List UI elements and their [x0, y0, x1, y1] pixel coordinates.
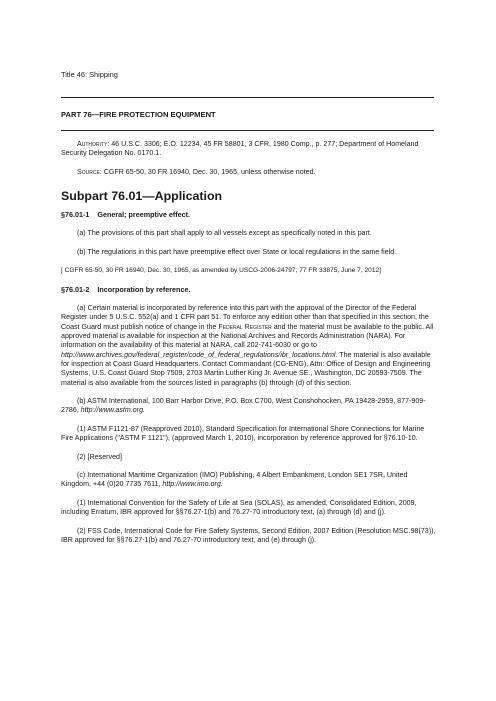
section-title: Incorporation by reference. — [97, 284, 191, 294]
text-segment: (a) Certain material is incorporated by reference into this part with the approval of the Director of the Federal Register under 5 U.S.C. 552(a) and 1 CFR part 51. To enforce any edition other than that specified in this section, the Coast Guard must publish notice of change in the — [61, 304, 429, 331]
section-heading-76-01-1 — [61, 210, 436, 219]
part-title: PART 76—FIRE PROTECTION EQUIPMENT — [61, 110, 216, 119]
paragraph-76-01-2-b-2: (2) [Reserved] — [77, 452, 122, 461]
section-number: §76.01-2 — [61, 284, 90, 294]
federal-register-name: Federal Register — [218, 322, 272, 331]
authority-text: : 46 U.S.C. 3306; E.O. 12234, 45 FR 58801, 3 CFR, 1980 Comp., p. 277; Department of Homeland Security Delegation No. 0170.1. — [61, 140, 419, 158]
text-segment: The material is also available for inspection at Coast Guard Headquarters. Contact Commandant (CG-ENG), Attn: Office of Design and Engineering Systems, U.S. Coast Guard Stop 7509, 2703 Martin Luther King Jr. Avenue SE., Washington, DC 20593-7509. The material is also available from the sources listed in paragraphs (b) through (d) of this section. — [61, 350, 431, 387]
paragraph-76-01-2-c — [61, 471, 436, 490]
text-segment: (b) ASTM International, 100 Barr Harbor Drive, P.O. Box C700, West Conshohocken, PA 19428-2959, 877-909-2786, — [61, 396, 426, 415]
authority-label: Authority — [77, 140, 108, 148]
section-heading-76-01-2 — [61, 285, 436, 294]
citation: [ CGFR 65-50, 30 FR 16940, Dec. 30, 1965, as amended by USCG-2006-24797, 77 FR 33875, June 7, 2012] — [61, 267, 381, 275]
authority-paragraph — [61, 140, 436, 159]
subpart-heading: Subpart 76.01—Application — [61, 189, 223, 204]
part-divider — [61, 130, 434, 131]
text-segment: (c) International Maritime Organization (IMO) Publishing, 4 Albert Embankment, London SE1 7SR, United Kingdom, +44 (0)20 7735 7611, — [61, 471, 408, 489]
paragraph-76-01-2-b-1: (1) ASTM F1121-87 (Reapproved 2010), Standard Specification for International Shore Connections for Marine Fire Applications ("ASTM F 1121"), (approved March 1, 2010), incorporation by reference approved for §76.10-10. — [61, 424, 425, 443]
section-title: General; preemptive effect. — [97, 210, 191, 220]
astm-url: http://www.astm.org. — [80, 406, 145, 415]
top-divider — [61, 97, 434, 98]
running-header: Title 46: Shipping — [61, 70, 118, 79]
source-text: : CGFR 65-50, 30 FR 16940, Dec. 30, 1965, unless otherwise noted. — [99, 167, 316, 176]
paragraph-76-01-2-c-2: (2) FSS Code, International Code for Fire Safety Systems, Second Edition, 2007 Edition (Resolution MSC.98(73)), IBR approved for §§76.27-1(b) and 76.27-70 introductory text, and (e) through (j). — [61, 526, 436, 544]
paragraph-76-01-2-c-1: (1) International Convention for the Safety of Life at Sea (SOLAS), as amended, Consolidated Edition, 2009, including Erratum, IBR approved for §§76.27-1(b) and 76.27-70 introductory text, (a) through (d) and (j). — [61, 498, 417, 517]
imo-url: http://www.imo.org. — [162, 480, 223, 489]
nara-url: http://www.archives.gov/federal_register/code_of_federal_regulations/ibr_locations.html. — [61, 350, 338, 359]
paragraph-76-01-2-a — [61, 304, 436, 388]
paragraph-76-01-1-b: (b) The regulations in this part have preemptive effect over State or local regulations in the same field. — [77, 247, 397, 256]
source-paragraph — [61, 168, 436, 177]
section-number: §76.01-1 — [61, 210, 90, 220]
text-segment: and the material must be available to the public. All approved material is available for inspection at the National Archives and Records Administration (NARA). For information on the availability of this material at NARA, call 202-741-6030 or go to — [61, 322, 434, 350]
paragraph-76-01-1-a: (a) The provisions of this part shall apply to all vessels except as specifically noted in this part. — [77, 229, 372, 238]
source-label: Source — [77, 167, 100, 176]
document-body — [61, 140, 436, 554]
paragraph-76-01-2-b — [61, 397, 436, 416]
